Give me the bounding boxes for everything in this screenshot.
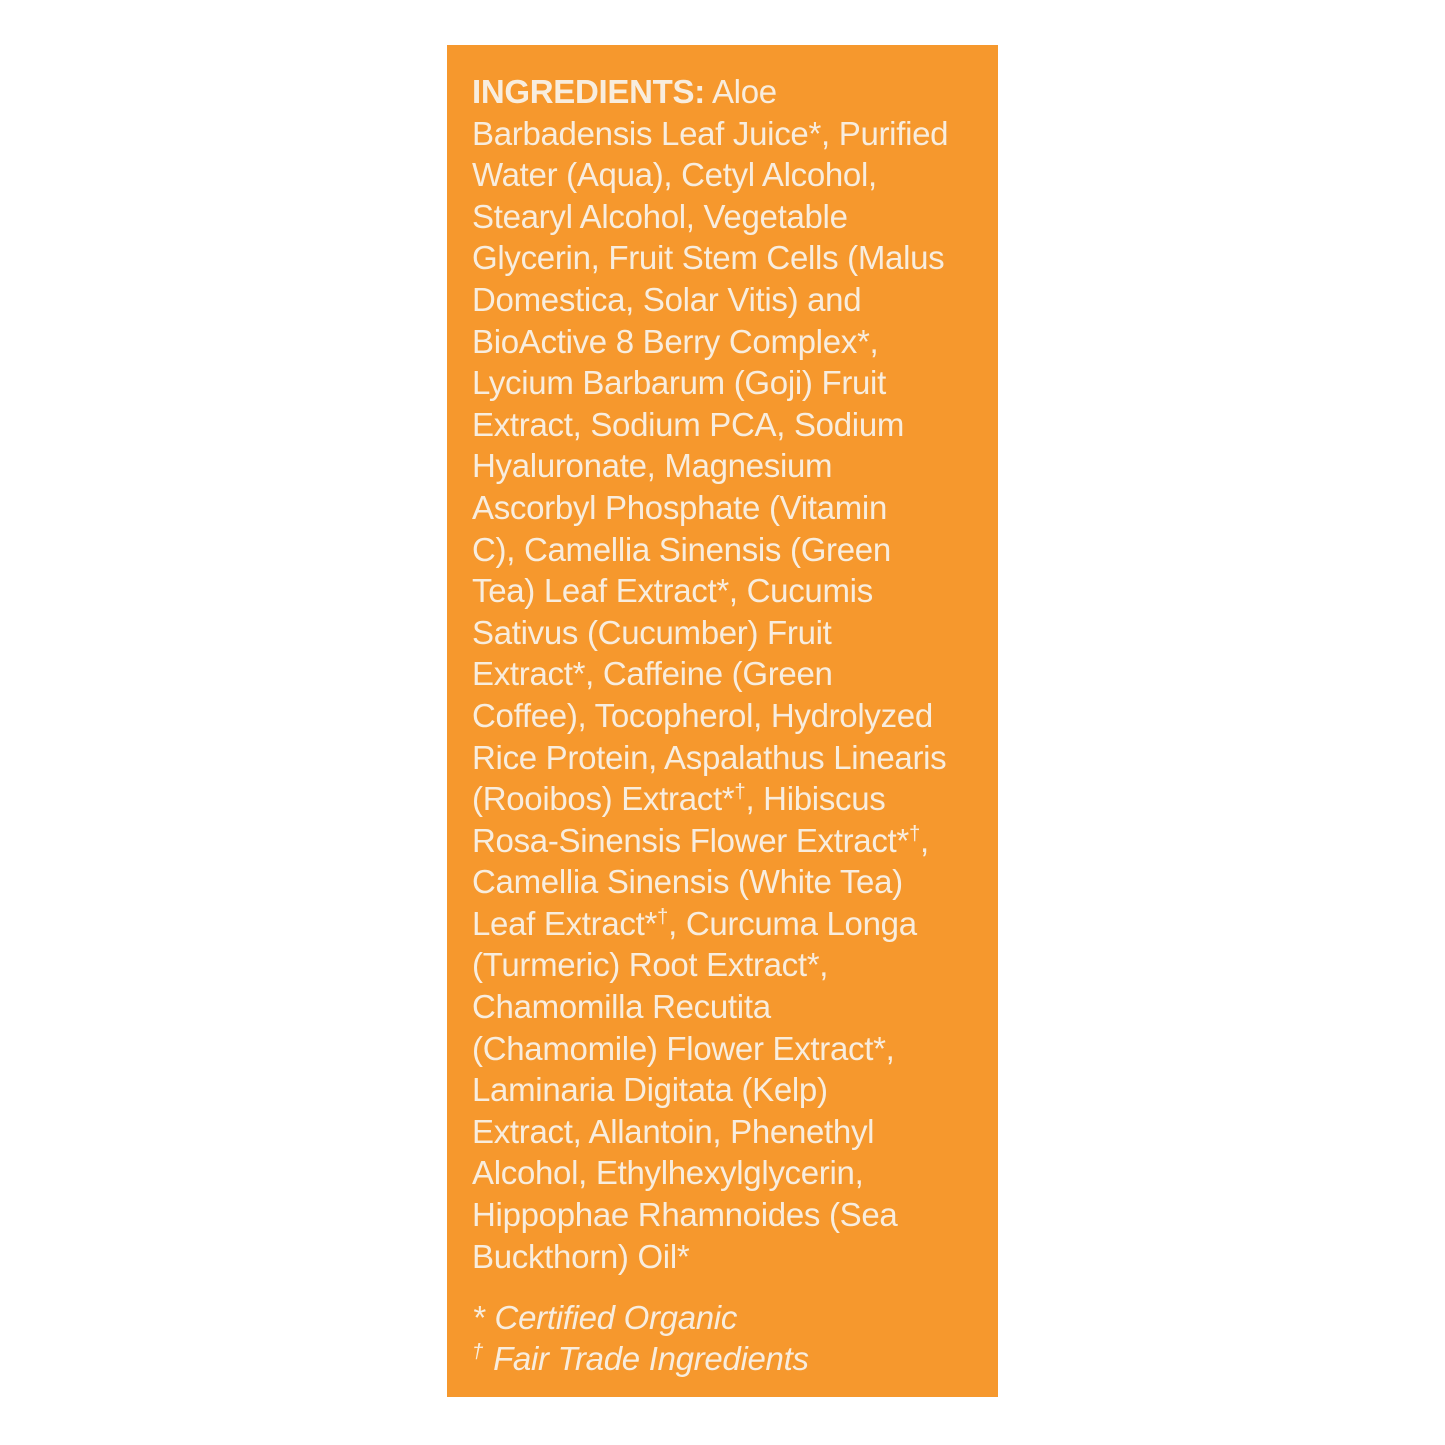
ingredients-paragraph (447, 45, 998, 1277)
ingredients-heading: INGREDIENTS: (472, 73, 705, 110)
ingredients-line: Tea) Leaf Extract*, Cucumis (472, 572, 873, 610)
ingredients-line: Stearyl Alcohol, Vegetable (472, 197, 848, 235)
footnote-line (472, 1338, 980, 1379)
ingredients-line: (Chamomile) Flower Extract*, (472, 1029, 895, 1067)
footnote-line (472, 1297, 980, 1338)
ingredients-line: Leaf Extract*†, Curcuma Longa (472, 904, 917, 942)
ingredients-line: Extract, Allantoin, Phenethyl (472, 1112, 875, 1150)
ingredients-line: Buckthorn) Oil* (472, 1237, 690, 1275)
ingredients-line: Glycerin, Fruit Stem Cells (Malus (472, 239, 945, 277)
ingredients-panel (447, 45, 998, 1397)
ingredients-line: Sativus (Cucumber) Fruit (472, 613, 832, 651)
ingredients-line: Extract, Sodium PCA, Sodium (472, 405, 905, 443)
ingredients-line: BioActive 8 Berry Complex*, (472, 322, 879, 360)
ingredients-line: Camellia Sinensis (White Tea) (472, 863, 903, 901)
ingredients-line: (Rooibos) Extract*†, Hibiscus (472, 780, 886, 818)
ingredients-line: C), Camellia Sinensis (Green (472, 530, 891, 568)
ingredients-line: Ascorbyl Phosphate (Vitamin (472, 488, 888, 526)
ingredients-line: Extract*, Caffeine (Green (472, 655, 833, 693)
ingredients-line: Rosa-Sinensis Flower Extract*†, (472, 821, 929, 859)
ingredients-line: Hippophae Rhamnoides (Sea (472, 1196, 898, 1234)
footnote-text: Certified Organic (494, 1299, 738, 1337)
ingredients-line: Coffee), Tocopherol, Hydrolyzed (472, 696, 933, 734)
ingredients-heading-line (472, 71, 980, 113)
footnotes (447, 1277, 998, 1379)
ingredients-line: Hyaluronate, Magnesium (472, 447, 833, 485)
ingredients-line: Chamomilla Recutita (472, 988, 771, 1026)
footnote-marker: * (472, 1299, 485, 1337)
ingredients-line: Domestica, Solar Vitis) and (472, 280, 862, 318)
ingredients-line: (Turmeric) Root Extract*, (472, 946, 829, 984)
ingredients-lines (472, 113, 980, 1278)
ingredients-line: Laminaria Digitata (Kelp) (472, 1071, 828, 1109)
footnote-marker: † (472, 1340, 484, 1364)
ingredients-line: Alcohol, Ethylhexylglycerin, (472, 1154, 864, 1192)
ingredients-line: Water (Aqua), Cetyl Alcohol, (472, 156, 877, 194)
ingredients-heading-rest: Aloe (704, 73, 777, 110)
footnote-text: Fair Trade Ingredients (493, 1340, 809, 1378)
ingredients-line: Barbadensis Leaf Juice*, Purified (472, 114, 949, 152)
ingredients-line: Rice Protein, Aspalathus Linearis (472, 738, 947, 776)
ingredients-line: Lycium Barbarum (Goji) Fruit (472, 364, 886, 402)
